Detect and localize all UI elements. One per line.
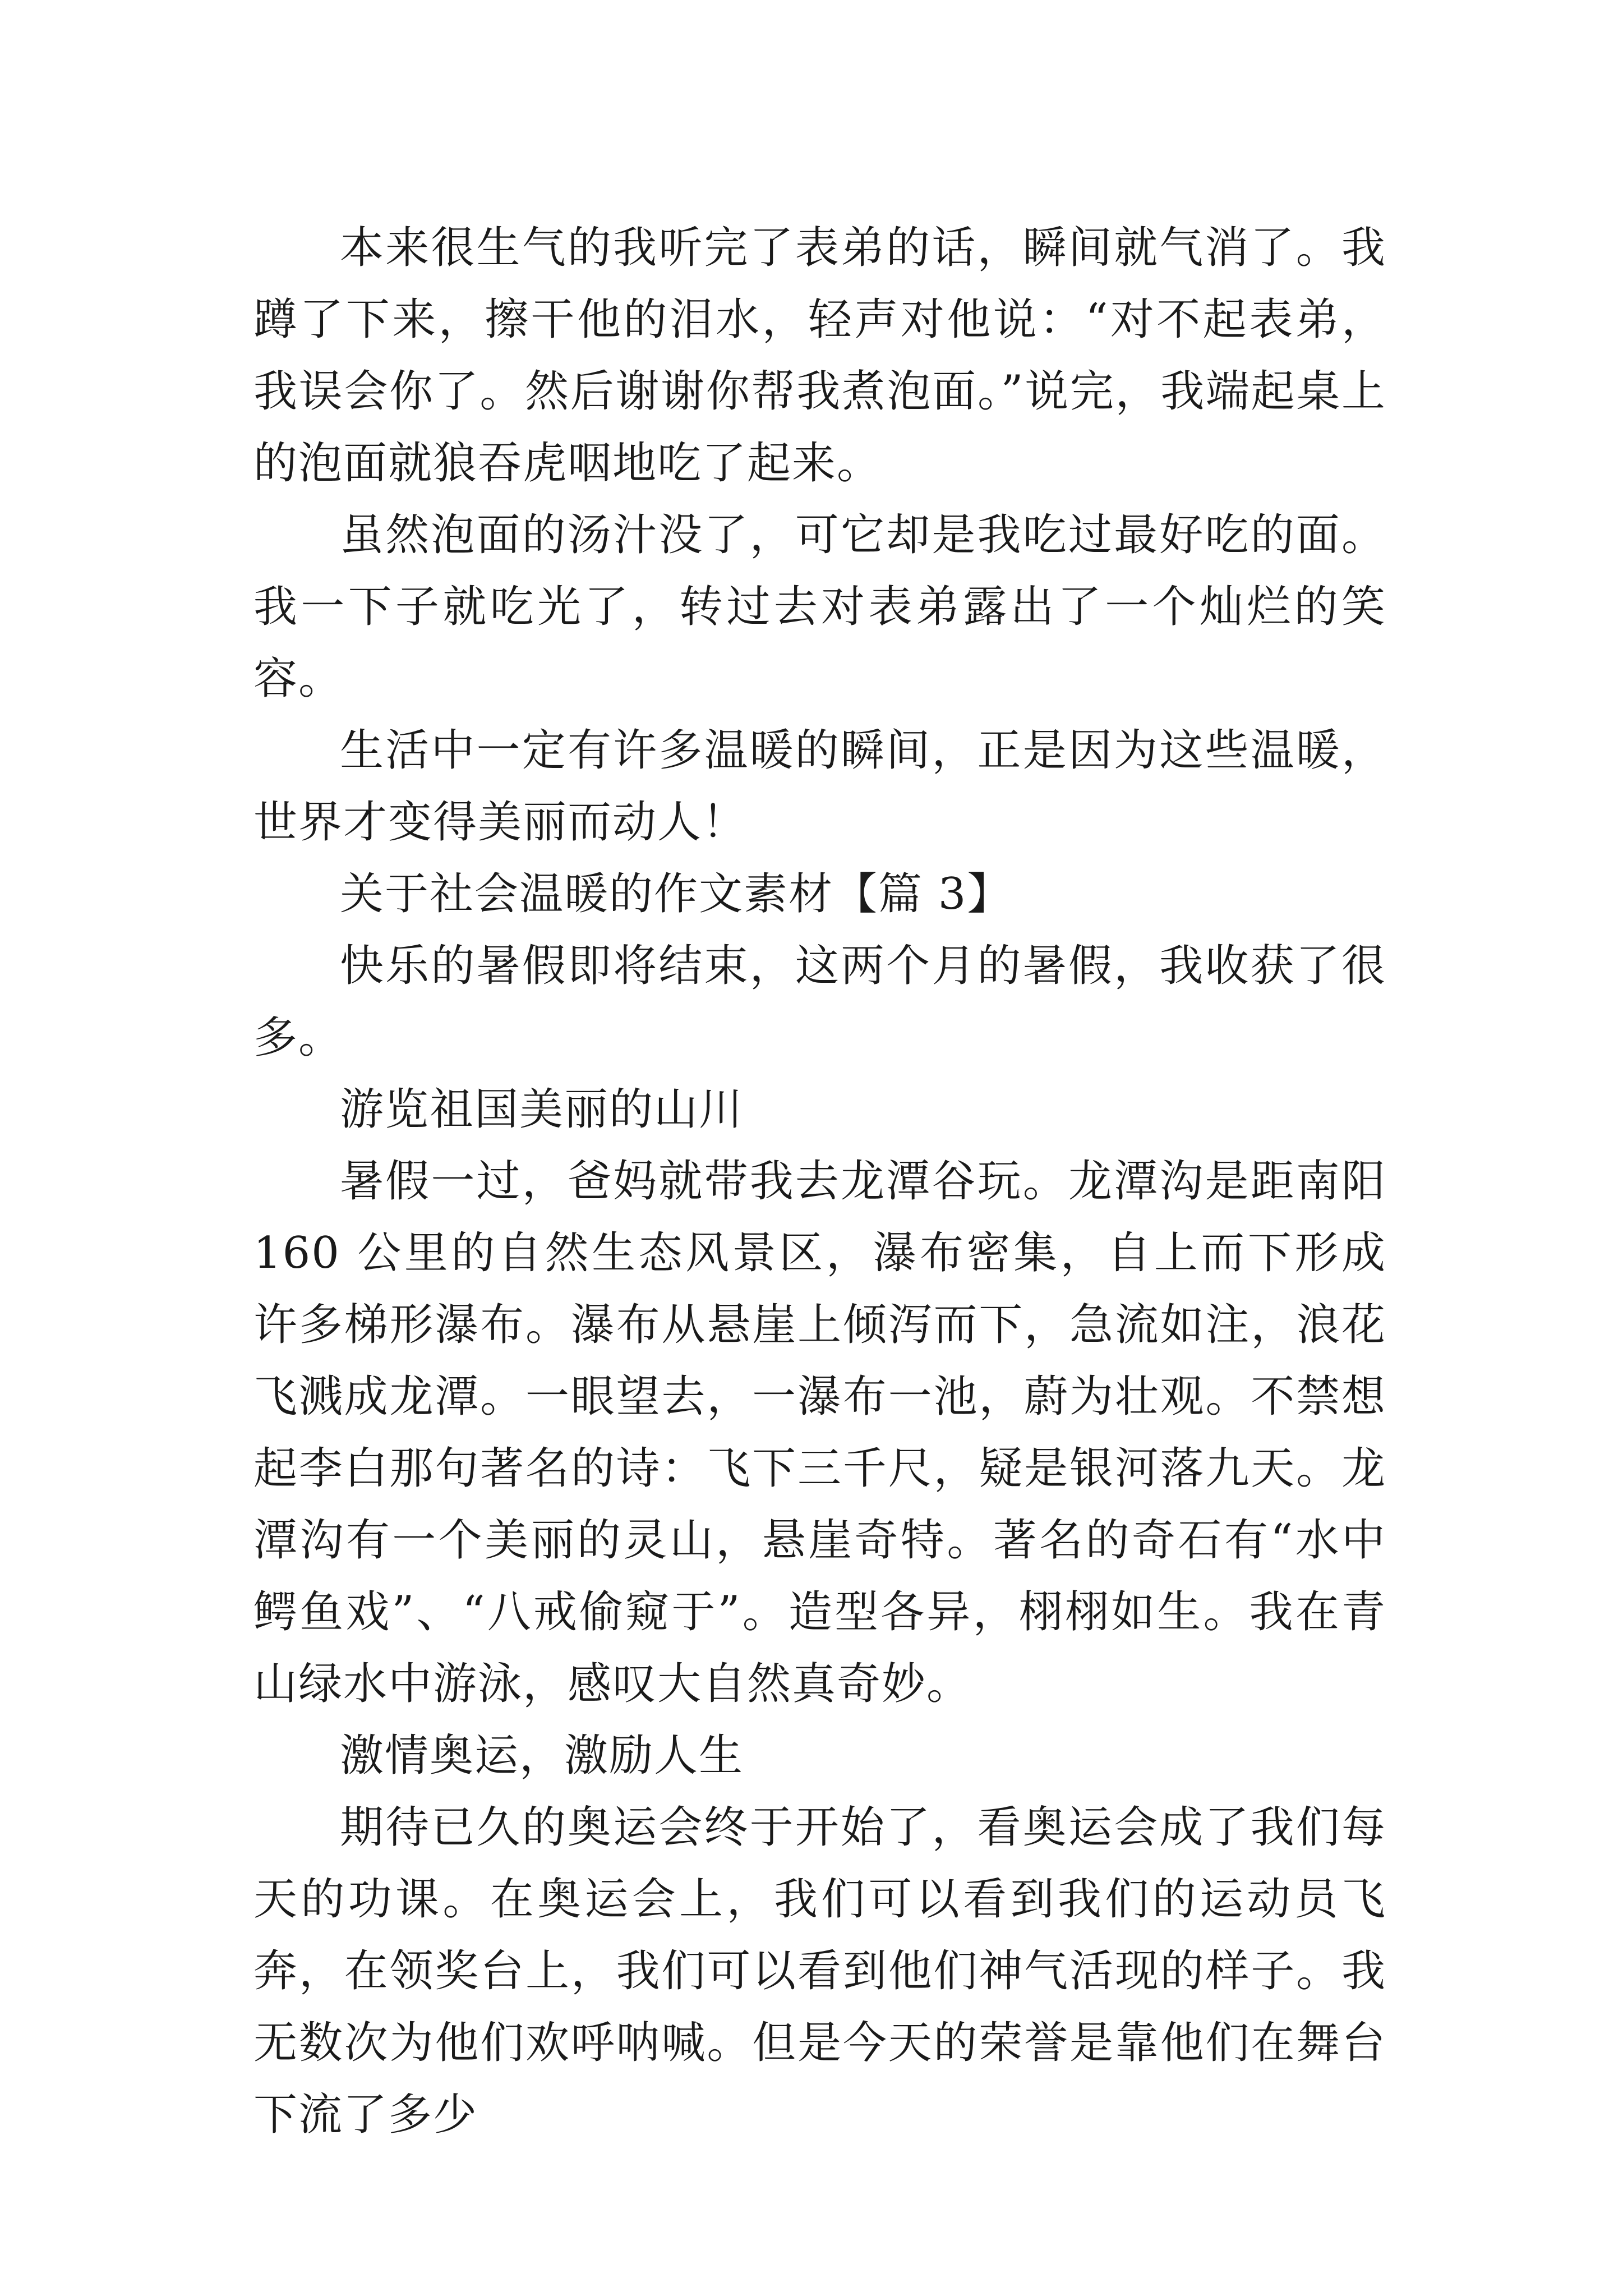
paragraph-1: 本来很生气的我听完了表弟的话，瞬间就气消了。我蹲了下来，擦干他的泪水，轻声对他说：“对不起表弟，我误会你了。然后谢谢你帮我煮泡面。”说完，我端起桌上的泡面就狼吞虎咽地吃了起来。 (253, 223, 1386, 489)
subheading-olympics: 激情奥运，激励人生 (340, 1731, 744, 1781)
subheading-scenery: 游览祖国美丽的山川 (340, 1084, 744, 1135)
document-body (253, 212, 1386, 2151)
paragraph-2: 虽然泡面的汤汁没了，可它却是我吃过最好吃的面。我一下子就吃光了，转过去对表弟露出了一个灿烂的笑容。 (253, 510, 1386, 704)
paragraph-7: 暑假一过，爸妈就带我去龙潭谷玩。龙潭沟是距南阳 160 公里的自然生态风景区，瀑布密集，自上而下形成许多梯形瀑布。瀑布从悬崖上倾泻而下，急流如注，浪花飞溅成龙潭。一眼望去，一瀑布一池，蔚为壮观。不禁想起李白那句著名的诗：飞下三千尺，疑是银河落九天。龙潭沟有一个美丽的灵山，悬崖奇特。著名的奇石有“水中鳄鱼戏”、“八戒偷窥于”。造型各异，栩栩如生。我在青山绿水中游泳，感叹大自然真奇妙。 (253, 1156, 1386, 1709)
paragraph-9: 期待已久的奥运会终于开始了，看奥运会成了我们每天的功课。在奥运会上，我们可以看到我们的运动员飞奔，在领奖台上，我们可以看到他们神气活现的样子。我无数次为他们欢呼呐喊。但是今天的荣誉是靠他们在舞台下流了多少 (253, 1802, 1386, 2140)
paragraph-5: 快乐的暑假即将结束，这两个月的暑假，我收获了很多。 (253, 941, 1386, 1063)
paragraph-3: 生活中一定有许多温暖的瞬间，正是因为这些温暖，世界才变得美丽而动人！ (253, 725, 1386, 848)
section-heading: 关于社会温暖的作文素材【篇 3】 (340, 869, 1012, 919)
